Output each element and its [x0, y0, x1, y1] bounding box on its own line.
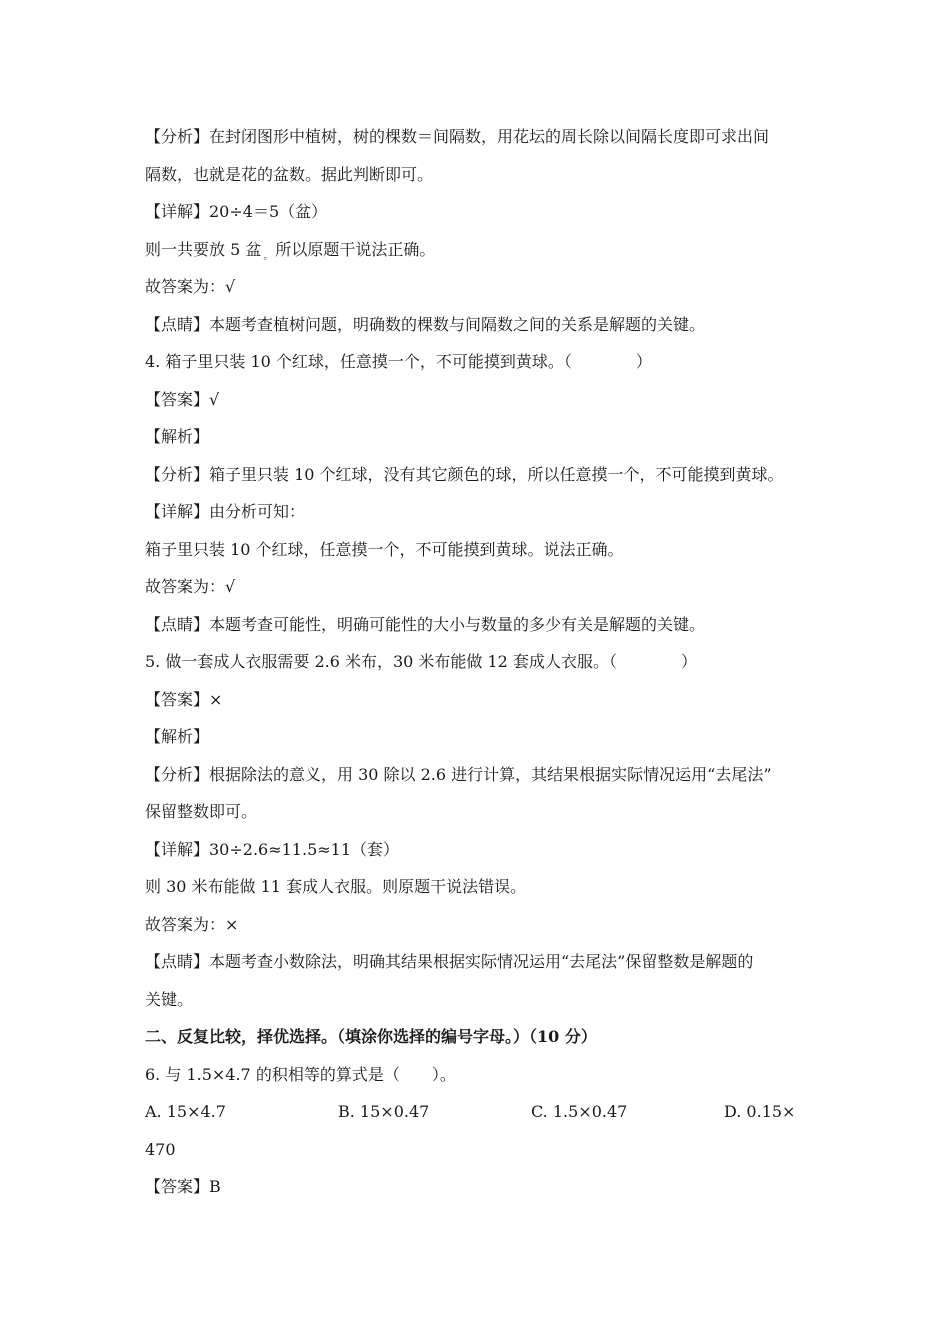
analysis-text: 【分析】在封闭图形中植树，树的棵数＝间隔数，用花坛的周长除以间隔长度即可求出间	[145, 127, 770, 146]
period-mark: 。	[263, 250, 274, 262]
answer-statement: 故答案为：×	[145, 914, 239, 934]
analysis-text-cont: 保留整数即可。	[145, 802, 258, 821]
answer-label: 【答案】×	[145, 689, 223, 709]
solution-conclusion: 箱子里只装 10 个红球，任意摸一个，不可能摸到黄球。说法正确。	[145, 539, 624, 559]
solution-conclusion-part1: 则一共要放 5 盆	[145, 239, 262, 259]
answer-label: 【答案】√	[145, 389, 220, 409]
analysis-text: 【分析】根据除法的意义，用 30 除以 2.6 进行计算，其结果根据实际情况运用“去尾法”	[145, 764, 772, 784]
solution-conclusion: 则 30 米布能做 11 套成人衣服。则原题干说法错误。	[145, 877, 527, 896]
solution-conclusion	[145, 231, 810, 269]
comment-text: 【点睛】本题考查小数除法，明确其结果根据实际情况运用“去尾法”保留整数是解题的	[145, 952, 754, 971]
answer-statement: 故答案为：√	[145, 277, 236, 296]
explanation-label: 【解析】	[145, 427, 210, 446]
solution-text: 【详解】由分析可知：	[145, 502, 306, 521]
analysis-text-cont: 隔数，也就是花的盆数。据此判断即可。	[145, 164, 434, 184]
option-d-cont: 470	[145, 1139, 176, 1159]
section-heading: 二、反复比较，择优选择。（填涂你选择的编号字母。）（10 分）	[145, 1027, 597, 1046]
option-b: B. 15×0.47	[338, 1102, 430, 1121]
question-5: 5. 做一套成人衣服需要 2.6 米布，30 米布能做 12 套成人衣服。（ ）	[145, 652, 697, 671]
answer-statement: 故答案为：√	[145, 577, 236, 596]
comment-text: 【点睛】本题考查植树问题，明确数的棵数与间隔数之间的关系是解题的关键。	[145, 314, 706, 334]
analysis-text: 【分析】箱子里只装 10 个红球，没有其它颜色的球，所以任意摸一个，不可能摸到黄球。	[145, 464, 784, 484]
question-6: 6. 与 1.5×4.7 的积相等的算式是（ ）。	[145, 1064, 456, 1084]
option-c: C. 1.5×0.47	[531, 1102, 628, 1121]
solution-text: 【详解】20÷4＝5（盆）	[145, 202, 328, 221]
option-a: A. 15×4.7	[145, 1102, 226, 1121]
answer-label: 【答案】B	[145, 1177, 221, 1196]
explanation-label: 【解析】	[145, 727, 210, 746]
question-4: 4. 箱子里只装 10 个红球，任意摸一个，不可能摸到黄球。（ ）	[145, 352, 652, 371]
solution-text: 【详解】30÷2.6≈11.5≈11（套）	[145, 839, 400, 859]
question-6-options	[145, 1093, 810, 1131]
option-d: D. 0.15×	[724, 1102, 796, 1121]
comment-text: 【点睛】本题考查可能性，明确可能性的大小与数量的多少有关是解题的关键。	[145, 614, 706, 634]
document-body	[145, 118, 810, 1206]
comment-text-cont: 关键。	[145, 989, 194, 1009]
solution-conclusion-part2: 所以原题干说法正确。	[275, 239, 436, 259]
